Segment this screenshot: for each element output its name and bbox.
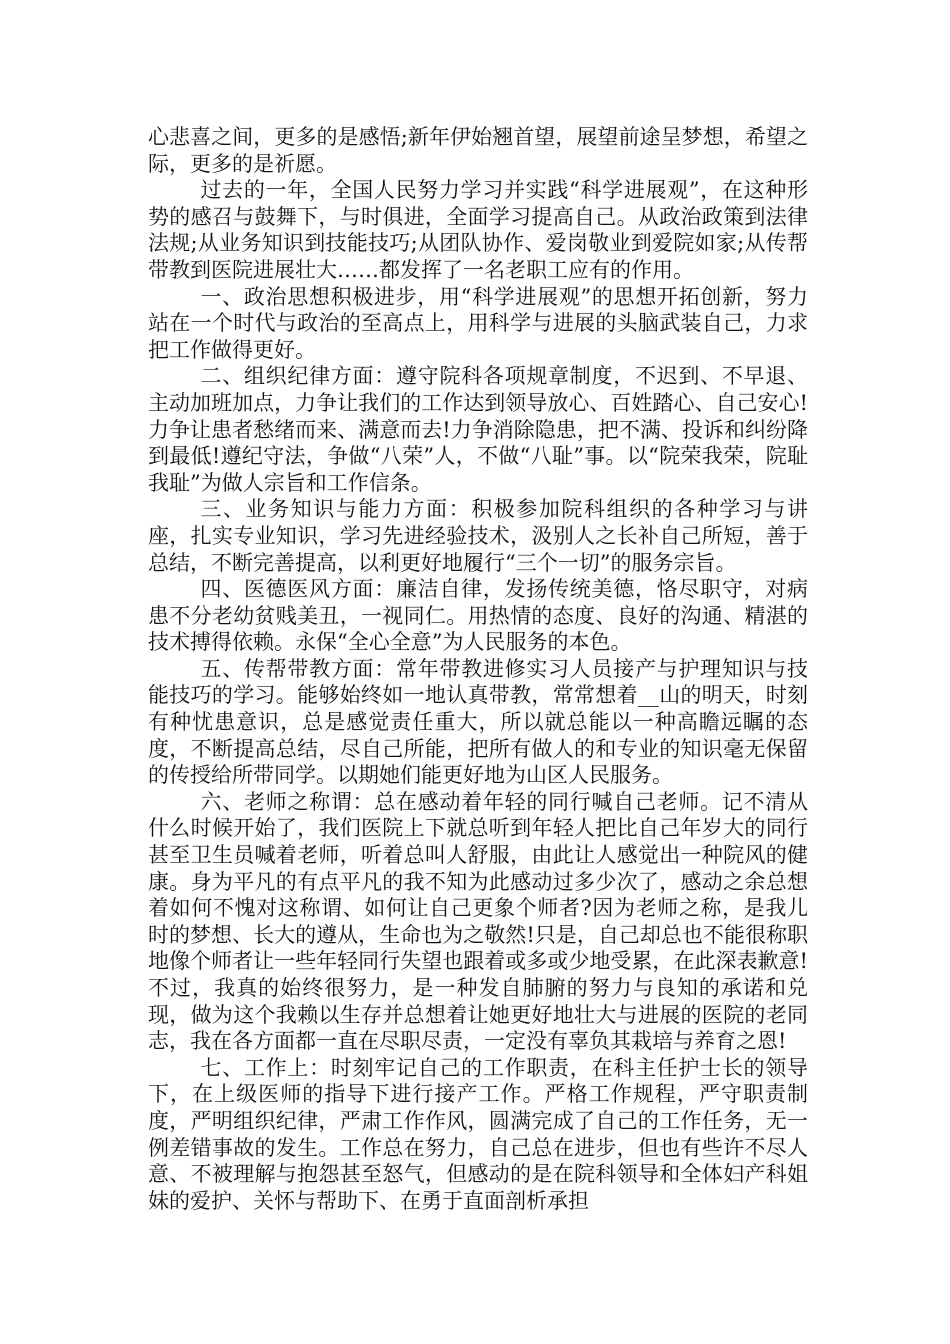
paragraph-past-year: 过去的一年，全国人民努力学习并实践“科学进展观”，在这种形势的感召与鼓舞下，与时俱进，全面学习提高自己。从政治政策到法律法规;从业务知识到技能技巧;从团队协作、爱岗敬业到爱院如家;从传帮带教到医院进展壮大……都发挥了一名老职工应有的作用。 (148, 178, 808, 282)
paragraph-medical-ethics: 四、医德医风方面：廉洁自律，发扬传统美德，恪尽职守，对病患不分老幼贫贱美丑，一视同仁。用热情的态度、良好的沟通、精湛的技术搏得依赖。永保“全心全意”为人民服务的本色。 (148, 577, 808, 655)
paragraph-work: 七、工作上：时刻牢记自己的工作职责，在科主任护士长的领导下，在上级医师的指导下进行接产工作。严格工作规程，严守职责制度，严明组织纪律，严肃工作作风，圆满完成了自己的工作任务，无一例差错事故的发生。工作总在努力，自己总在进步，但也有些许不尽人意、不被理解与抱怨甚至怒气，但感动的是在院科领导和全体妇产科姐妹的爱护、关怀与帮助下、在勇于直面剖析承担 (148, 1055, 808, 1213)
paragraph-intro-continuation: 心悲喜之间，更多的是感悟;新年伊始翘首望，展望前途呈梦想，希望之际，更多的是祈愿。 (148, 125, 808, 176)
paragraph-discipline: 二、组织纪律方面：遵守院科各项规章制度，不迟到、不早退、主动加班加点，力争让我们的工作达到领导放心、百姓踏心、自己安心!力争让患者愁绪而来、满意而去!力争消除隐患，把不满、投诉和纠纷降到最低!遵纪守法，争做“八荣”人，不做“八耻”事。以“院荣我荣，院耻我耻”为做人宗旨和工作信条。 (148, 364, 808, 495)
paragraph-mentoring: 五、传帮带教方面：常年带教进修实习人员接产与护理知识与技能技巧的学习。能够始终如一地认真带教，常常想着__山的明天，时刻有种忧患意识，总是感觉责任重大，所以就总能以一种高瞻远瞩的态度，不断提高总结，尽自己所能，把所有做人的和专业的知识毫无保留的传授给所带同学。以期她们能更好地为山区人民服务。 (148, 656, 808, 788)
paragraph-political-thought: 一、政治思想积极进步，用“科学进展观”的思想开拓创新，努力站在一个时代与政治的至高点上，用科学与进展的头脑武装自己，力求把工作做得更好。 (148, 284, 808, 362)
document-page (148, 124, 808, 1214)
paragraph-teacher-title: 六、老师之称谓：总在感动着年轻的同行喊自己老师。记不清从什么时候开始了，我们医院上下就总听到年轻人把比自己年岁大的同行甚至卫生员喊着老师，听着总叫人舒服，由此让人感觉出一种院风的健康。身为平凡的有点平凡的我不知为此感动过多少次了，感动之余总想着如何不愧对这称谓、如何让自己更象个师者?因为老师之称，是我儿时的梦想、长大的遵从，生命也为之敬然!只是，自己却总也不能很称职地像个师者让一些年轻同行失望也跟着或多或少地受累，在此深表歉意!不过，我真的始终很努力，是一种发自肺腑的努力与良知的承诺和兑现，做为这个我赖以生存并总想着让她更好地壮大与进展的医院的老同志，我在各方面都一直在尽职尽责，一定没有辜负其栽培与养育之恩! (148, 789, 808, 1054)
paragraph-professional-knowledge: 三、业务知识与能力方面：积极参加院科组织的各种学习与讲座，扎实专业知识，学习先进经验技术，汲别人之长补自己所短，善于总结，不断完善提高，以利更好地履行“三个一切”的服务宗旨。 (148, 497, 808, 575)
